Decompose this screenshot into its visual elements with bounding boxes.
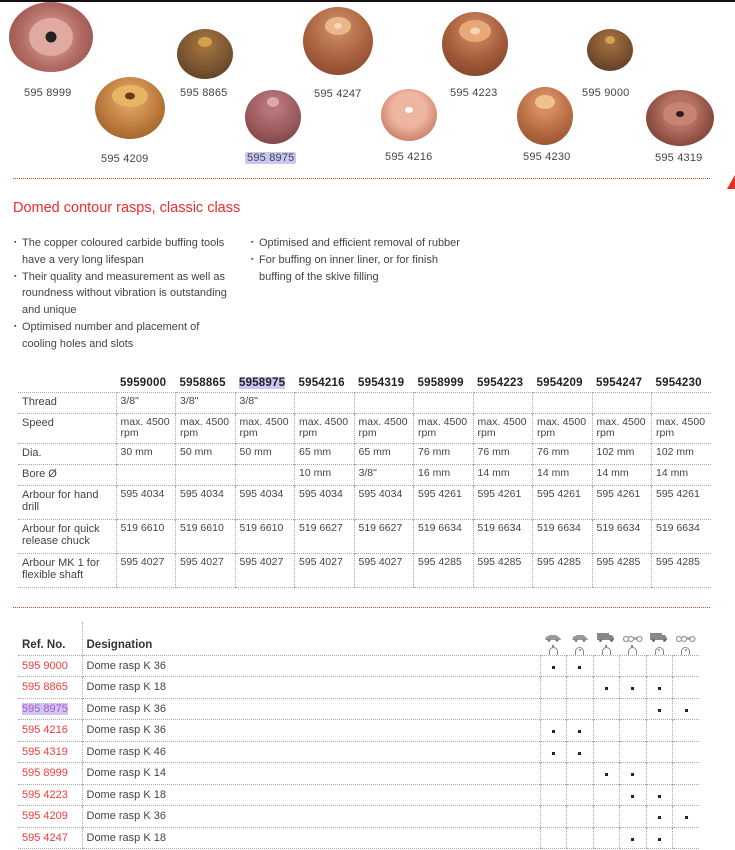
rasp-disc-image: [442, 12, 508, 76]
application-cell: [673, 741, 700, 763]
feature-item: ▪ The copper coloured carbide buffing tools have a very long lifespan: [14, 235, 229, 269]
spec-cell: 14 mm: [592, 464, 652, 485]
truck-icon: [597, 633, 615, 645]
applicable-marker: [658, 816, 661, 819]
spec-cell: [116, 464, 176, 485]
applicable-marker: [631, 795, 634, 798]
product-image-5954216: [379, 89, 439, 163]
application-header: [620, 622, 647, 655]
spec-cell: [473, 392, 533, 413]
applicable-marker: [631, 687, 634, 690]
application-cell: [567, 806, 594, 828]
rasp-disc-image: [95, 77, 165, 139]
ref-number-link[interactable]: 595 8865: [22, 681, 68, 694]
application-header: [567, 622, 594, 655]
order-row: [18, 741, 699, 763]
order-row: [18, 763, 699, 785]
application-cell: [593, 720, 620, 742]
application-cell: [620, 741, 647, 763]
product-ref-label: 595 4247: [314, 88, 362, 100]
application-cell: [593, 698, 620, 720]
ref-number-cell[interactable]: [18, 741, 82, 763]
application-header: [540, 622, 567, 655]
spec-cell: 65 mm: [295, 443, 355, 464]
application-cell: [646, 784, 673, 806]
car-icon: [544, 633, 562, 645]
spec-cell: 519 6610: [176, 519, 236, 553]
feature-item: ▪ Optimised and efficient removal of rubber: [251, 235, 466, 252]
application-cell: [673, 698, 700, 720]
order-row: [18, 655, 699, 677]
applicable-marker: [631, 838, 634, 841]
corner-tab-marker: [727, 175, 735, 189]
product-gallery: [0, 2, 735, 177]
spec-header-row: [18, 370, 711, 392]
spec-row-label: Dia.: [18, 443, 116, 464]
spec-cell: 3/8": [235, 392, 295, 413]
spec-cell: max. 4500 rpm: [652, 413, 712, 443]
applicable-marker: [578, 730, 581, 733]
applicable-marker: [631, 773, 634, 776]
features-right: [251, 235, 466, 285]
application-icon-group: [646, 633, 673, 655]
tyre-closed-icon: [655, 647, 664, 655]
order-row: [18, 784, 699, 806]
application-cell: [620, 827, 647, 849]
spec-row: [18, 413, 711, 443]
application-cell: [620, 720, 647, 742]
product-image-5954230: [515, 87, 575, 163]
application-cell: [567, 655, 594, 677]
spec-cell: 595 4261: [652, 485, 712, 519]
spec-cell: max. 4500 rpm: [176, 413, 236, 443]
application-cell: [673, 677, 700, 699]
order-table: [18, 622, 699, 849]
spec-col-header: 5954209: [536, 376, 583, 389]
ref-number-link[interactable]: 595 8999: [22, 767, 68, 780]
applicable-marker: [685, 816, 688, 819]
spec-cell: [176, 464, 236, 485]
application-cell: [646, 655, 673, 677]
spec-cell: 595 4285: [414, 553, 474, 587]
spec-cell: max. 4500 rpm: [235, 413, 295, 443]
application-cell: [593, 677, 620, 699]
product-image-5954247: [300, 7, 375, 100]
spec-row-label: Arbour for hand drill: [18, 485, 116, 519]
application-icon-group: [540, 633, 567, 655]
ref-number-link[interactable]: 595 4216: [22, 724, 68, 737]
product-image-5958999: [8, 2, 93, 99]
spec-col-header: 5954230: [655, 376, 702, 389]
application-cell: [620, 698, 647, 720]
ref-number-link[interactable]: 595 4247: [22, 831, 68, 844]
application-cell: [540, 720, 567, 742]
spec-cell: max. 4500 rpm: [295, 413, 355, 443]
spec-cell: [235, 464, 295, 485]
applicable-marker: [685, 709, 688, 712]
order-header-row: [18, 622, 699, 655]
spec-cell: 595 4285: [473, 553, 533, 587]
application-cell: [540, 827, 567, 849]
spec-cell: max. 4500 rpm: [414, 413, 474, 443]
application-cell: [673, 720, 700, 742]
spec-cell: 595 4034: [176, 485, 236, 519]
rasp-disc-image: [177, 29, 233, 79]
spec-row-label: Arbour MK 1 for flexible shaft: [18, 553, 116, 587]
spec-cell: 50 mm: [176, 443, 236, 464]
spec-cell: 595 4034: [116, 485, 176, 519]
application-cell: [540, 763, 567, 785]
spec-col-header-highlighted: 5958975: [239, 376, 286, 389]
ref-number-link[interactable]: 595 9000: [22, 659, 68, 672]
application-header: [673, 622, 700, 655]
application-cell: [540, 784, 567, 806]
application-cell: [593, 827, 620, 849]
tractor-icon: [676, 633, 696, 645]
spec-col-header: 5959000: [120, 376, 167, 389]
section-title: Domed contour rasps, classic class: [13, 200, 241, 216]
designation-cell: Dome rasp K 18: [82, 784, 540, 806]
product-ref-label: 595 9000: [582, 87, 630, 99]
spec-cell: [295, 392, 355, 413]
spec-cell: 519 6610: [116, 519, 176, 553]
features-left: [14, 235, 229, 353]
spec-row-label: Arbour for quick release chuck: [18, 519, 116, 553]
order-row: [18, 677, 699, 699]
spec-cell: 519 6634: [414, 519, 474, 553]
application-cell: [540, 741, 567, 763]
ref-number-cell[interactable]: [18, 677, 82, 699]
spec-row: [18, 553, 711, 587]
application-cell: [673, 827, 700, 849]
application-cell: [673, 655, 700, 677]
spec-cell: 16 mm: [414, 464, 474, 485]
ref-number-cell[interactable]: [18, 655, 82, 677]
spec-cell: 519 6634: [533, 519, 593, 553]
application-cell: [567, 827, 594, 849]
application-cell: [620, 806, 647, 828]
product-image-5959000: [582, 29, 635, 99]
application-cell: [593, 806, 620, 828]
spec-corner: [18, 370, 116, 392]
spec-cell: max. 4500 rpm: [473, 413, 533, 443]
product-ref-label: 595 4216: [385, 151, 433, 163]
spec-cell: 595 4027: [235, 553, 295, 587]
section-divider: [13, 178, 710, 179]
spec-cell: 595 4034: [354, 485, 414, 519]
ref-number-link[interactable]: 595 4319: [22, 745, 68, 758]
spec-cell: 102 mm: [592, 443, 652, 464]
spec-col-header: 5954223: [477, 376, 524, 389]
ref-number-cell[interactable]: [18, 720, 82, 742]
spec-cell: 50 mm: [235, 443, 295, 464]
ref-no-header: Ref. No.: [22, 638, 66, 651]
spec-cell: 14 mm: [473, 464, 533, 485]
spec-cell: max. 4500 rpm: [116, 413, 176, 443]
application-cell: [593, 741, 620, 763]
designation-header: Designation: [82, 622, 540, 655]
application-icon-group: [567, 633, 594, 655]
spec-cell: 10 mm: [295, 464, 355, 485]
spec-cell: 519 6634: [652, 519, 712, 553]
spec-cell: 595 4261: [473, 485, 533, 519]
applicable-marker: [552, 752, 555, 755]
application-cell: [620, 655, 647, 677]
rasp-disc-image: [517, 87, 573, 145]
application-cell: [593, 655, 620, 677]
rasp-disc-image: [381, 89, 437, 141]
feature-item: ▪ Optimised number and placement of cooling holes and slots: [14, 319, 229, 353]
spec-cell: 30 mm: [116, 443, 176, 464]
application-cell: [567, 741, 594, 763]
application-cell: [646, 741, 673, 763]
spec-cell: [533, 392, 593, 413]
designation-cell: Dome rasp K 36: [82, 698, 540, 720]
application-cell: [673, 784, 700, 806]
tyre-open-icon: [602, 647, 611, 655]
spec-cell: 519 6610: [235, 519, 295, 553]
spec-cell: 595 4261: [592, 485, 652, 519]
spec-row-label: Speed: [18, 413, 116, 443]
application-cell: [540, 806, 567, 828]
application-cell: [567, 720, 594, 742]
application-cell: [540, 677, 567, 699]
spec-col-header: 5954247: [596, 376, 643, 389]
spec-table: [18, 370, 711, 588]
application-cell: [673, 806, 700, 828]
spec-cell: max. 4500 rpm: [592, 413, 652, 443]
spec-cell: 3/8": [354, 464, 414, 485]
spec-cell: 595 4027: [116, 553, 176, 587]
rasp-disc-image: [303, 7, 373, 75]
spec-cell: 595 4285: [652, 553, 712, 587]
spec-cell: 595 4027: [354, 553, 414, 587]
spec-cell: 3/8": [116, 392, 176, 413]
spec-cell: 14 mm: [652, 464, 712, 485]
rasp-disc-image: [9, 2, 93, 72]
spec-row-label: Thread: [18, 392, 116, 413]
applicable-marker: [552, 730, 555, 733]
application-icon-group: [593, 633, 620, 655]
spec-cell: 14 mm: [533, 464, 593, 485]
rasp-disc-image: [587, 29, 633, 71]
designation-cell: Dome rasp K 36: [82, 655, 540, 677]
application-header: [593, 622, 620, 655]
spec-cell: 595 4034: [235, 485, 295, 519]
feature-item: ▪ For buffing on inner liner, or for finish buffing of the skive filling: [251, 252, 466, 286]
car-icon: [571, 633, 589, 645]
product-image-5958975: [243, 90, 303, 164]
designation-cell: Dome rasp K 36: [82, 720, 540, 742]
ref-number-cell[interactable]: [18, 806, 82, 828]
application-cell: [646, 698, 673, 720]
spec-cell: 65 mm: [354, 443, 414, 464]
designation-cell: Dome rasp K 36: [82, 806, 540, 828]
application-cell: [567, 698, 594, 720]
feature-item: ▪ Their quality and measurement as well as roundness without vibration is outstanding and unique: [14, 269, 229, 319]
rasp-disc-image: [245, 90, 301, 144]
spec-cell: [592, 392, 652, 413]
tyre-open-icon: [549, 647, 558, 655]
product-ref-label: 595 4319: [655, 152, 703, 164]
application-cell: [673, 763, 700, 785]
spec-col-header: 5958999: [417, 376, 464, 389]
spec-cell: max. 4500 rpm: [533, 413, 593, 443]
product-ref-label: 595 4230: [523, 151, 571, 163]
spec-cell: 76 mm: [473, 443, 533, 464]
ref-number-cell[interactable]: [18, 827, 82, 849]
applicable-marker: [578, 666, 581, 669]
tyre-closed-icon: [575, 647, 584, 655]
order-row: [18, 720, 699, 742]
applicable-marker: [552, 666, 555, 669]
spec-cell: 595 4285: [533, 553, 593, 587]
applicable-marker: [658, 795, 661, 798]
spec-cell: 3/8": [176, 392, 236, 413]
application-cell: [567, 677, 594, 699]
application-cell: [593, 763, 620, 785]
spec-cell: 595 4285: [592, 553, 652, 587]
tyre-open-icon: [628, 647, 637, 655]
ref-number-cell[interactable]: [18, 763, 82, 785]
spec-cell: 519 6634: [473, 519, 533, 553]
product-ref-label-highlighted: 595 8975: [247, 152, 295, 164]
spec-cell: 102 mm: [652, 443, 712, 464]
spec-row: [18, 485, 711, 519]
application-cell: [620, 763, 647, 785]
spec-col-header: 5954216: [298, 376, 345, 389]
application-cell: [620, 784, 647, 806]
application-cell: [540, 698, 567, 720]
designation-cell: Dome rasp K 18: [82, 677, 540, 699]
spec-cell: [652, 392, 712, 413]
product-ref-label: 595 8999: [24, 87, 72, 99]
order-row: [18, 806, 699, 828]
spec-row: [18, 519, 711, 553]
application-header: [646, 622, 673, 655]
applicable-marker: [658, 709, 661, 712]
product-ref-label: 595 4223: [450, 87, 498, 99]
designation-cell: Dome rasp K 14: [82, 763, 540, 785]
section-divider: [13, 607, 710, 608]
spec-cell: 595 4027: [295, 553, 355, 587]
spec-cell: [414, 392, 474, 413]
ref-number-link[interactable]: 595 4209: [22, 810, 68, 823]
spec-col-header: 5954319: [358, 376, 405, 389]
application-cell: [593, 784, 620, 806]
applicable-marker: [605, 687, 608, 690]
spec-cell: 519 6627: [354, 519, 414, 553]
ref-number-link-highlighted[interactable]: 595 8975: [22, 702, 68, 715]
application-cell: [646, 763, 673, 785]
spec-cell: [354, 392, 414, 413]
spec-row-label: Bore Ø: [18, 464, 116, 485]
spec-cell: 595 4261: [414, 485, 474, 519]
tyre-closed-icon: [681, 647, 690, 655]
product-ref-label: 595 4209: [101, 153, 149, 165]
tractor-icon: [623, 633, 643, 645]
spec-row: [18, 392, 711, 413]
spec-cell: 519 6627: [295, 519, 355, 553]
product-image-5958865: [175, 29, 235, 99]
applicable-marker: [605, 773, 608, 776]
applicable-marker: [658, 687, 661, 690]
spec-cell: max. 4500 rpm: [354, 413, 414, 443]
spec-cell: 595 4027: [176, 553, 236, 587]
ref-number-cell[interactable]: [18, 698, 82, 720]
ref-number-link[interactable]: 595 4223: [22, 788, 68, 801]
designation-cell: Dome rasp K 18: [82, 827, 540, 849]
product-image-5954223: [440, 12, 510, 99]
rasp-disc-image: [646, 90, 714, 146]
application-cell: [646, 720, 673, 742]
application-icon-group: [620, 633, 647, 655]
product-ref-label: 595 8865: [180, 87, 228, 99]
application-cell: [540, 655, 567, 677]
application-cell: [567, 784, 594, 806]
applicable-marker: [658, 838, 661, 841]
spec-cell: 519 6634: [592, 519, 652, 553]
spec-cell: 595 4261: [533, 485, 593, 519]
product-image-5954319: [645, 90, 715, 164]
application-icon-group: [673, 633, 700, 655]
spec-cell: 76 mm: [414, 443, 474, 464]
spec-col-header: 5958865: [179, 376, 226, 389]
designation-cell: Dome rasp K 46: [82, 741, 540, 763]
application-cell: [620, 677, 647, 699]
application-cell: [646, 806, 673, 828]
spec-cell: 76 mm: [533, 443, 593, 464]
product-image-5954209: [92, 77, 167, 165]
truck-icon: [650, 633, 668, 645]
application-cell: [646, 827, 673, 849]
spec-cell: 595 4034: [295, 485, 355, 519]
application-cell: [646, 677, 673, 699]
spec-row: [18, 443, 711, 464]
applicable-marker: [578, 752, 581, 755]
application-cell: [567, 763, 594, 785]
ref-number-cell[interactable]: [18, 784, 82, 806]
order-row: [18, 827, 699, 849]
spec-row: [18, 464, 711, 485]
order-row: [18, 698, 699, 720]
